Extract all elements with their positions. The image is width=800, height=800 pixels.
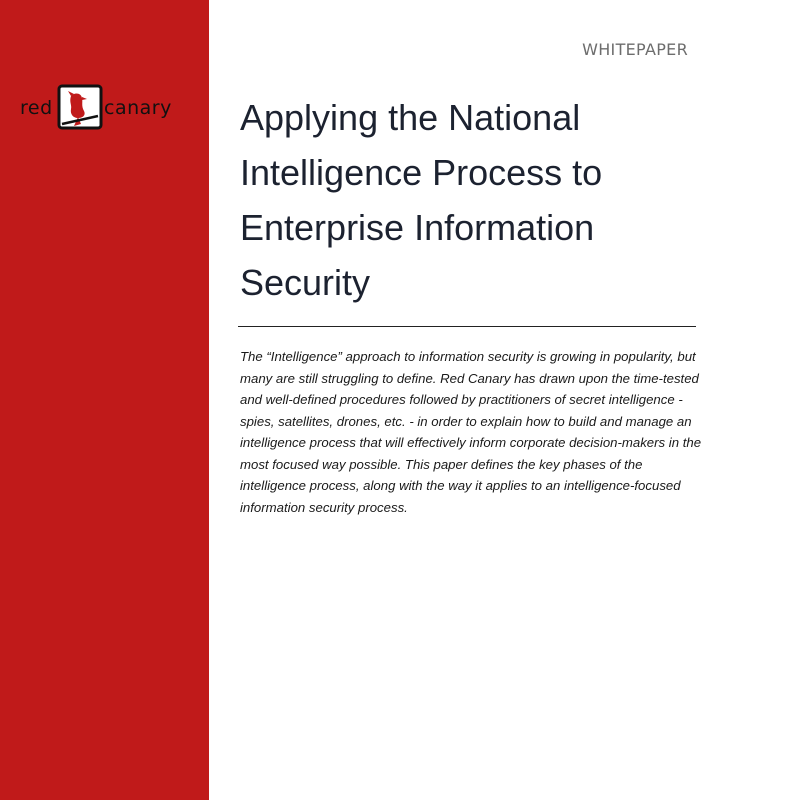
title-divider [238,326,696,327]
abstract-text: The “Intelligence” approach to information security is growing in popularity, but many are still struggling to define. Red Canary has drawn upon the time-tested and well-defined procedures followed by practitioners of secret intelligence - spies, satellites, drones, etc. - in order to explain how to build and manage an intelligence process that will effectively inform corporate decision-makers in the most focused way possible. This paper defines the key phases of the intelligence process, along with the way it applies to an intelligence-focused information security process. [240,349,702,515]
canary-bird-icon [57,84,103,130]
logo-word-red: red [20,97,53,119]
document-category-label: WHITEPAPER [582,40,688,59]
red-canary-logo [20,84,185,136]
page-title: Applying the National Intelligence Process to Enterprise Information Security [240,97,603,303]
brand-sidebar [0,0,209,800]
logo-word-canary: canary [104,97,172,119]
